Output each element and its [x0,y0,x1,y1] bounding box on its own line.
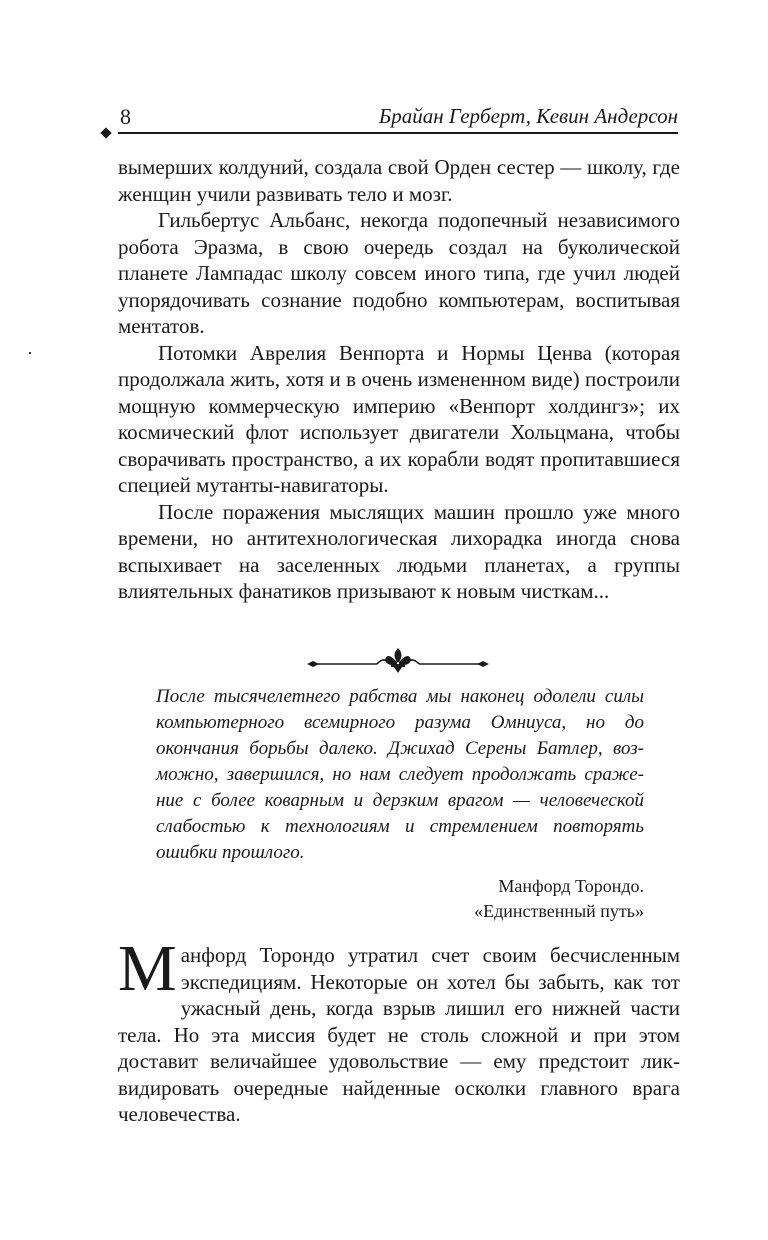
body-text [118,154,680,605]
running-head: Брайан Герберт, Кевин Андерсон [378,104,678,128]
epigraph-author: Манфорд Торондо. [498,876,644,896]
drop-cap: М [118,932,177,1005]
epigraph-source: «Единственный путь» [474,901,644,921]
epigraph-text: После тысячелетнего рабства мы наконец одолели силы компьютерного всемирного разума Омниуса, но до окончания борьбы далеко. Джихад Серены Батлер, возможно, завершился, но нам следует продолжать сражение с более коварным и дерзким врагом — человеческой слабостью к технологиям и стремлением повторять ошибки прошлого. [156,686,644,863]
paragraph-3: Потомки Аврелия Венпорта и Нормы Ценва (которая продолжала жить, хотя и в очень измененном виде) построили мощную коммерческую империю «Венпорт холдингз»; их космический флот использует двигатели Хольцмана, чтобы сворачивать пространство, а их корабли водят пропитавшиеся специей мутанты-навигаторы. [118,340,680,497]
paragraph-4: После поражения мыслящих машин прошло уже много времени, но антитехнологическая лихорадка иногда снова вспыхивает на заселенных людьми планетах, а группы влиятельных фанатиков призывают к новым чисткам... [118,499,680,603]
page-number: 8 [120,104,131,129]
chapter-text: анфорд Торондо утратил счет своим бесчисленным экспедициям. Некоторые он хотел бы забыть, как тот ужасный день, когда взрыв лишил его нижней части тела. Но эта миссия будет не столь сложной и при этом доставит величайшее удовольствие — ему предстоит ликвидировать очередные найденные осколки главного врага человечества. [118,943,680,1126]
chapter-paragraph [118,932,680,1128]
chapter-opening [118,932,680,1128]
page-header [118,100,678,134]
epigraph-attribution [474,874,644,924]
paragraph-2: Гильбертус Альбанс, некогда подопечный независимого робота Эразма, в свою очередь создал на буколической планете Лампадас школу совсем иного типа, где учил людей упорядочивать сознание подобно компьютерам, воспитывая ментатов. [118,208,680,338]
epigraph [156,684,644,866]
paragraph-1: вымерших колдуний, создала свой Орден сестер — школу, где женщин учили развивать тело и мозг. [118,155,680,206]
header-rule-dot [100,127,111,138]
header-rule [118,132,678,134]
fleur-de-lis-divider-icon [305,645,491,675]
stray-dot [29,352,31,354]
